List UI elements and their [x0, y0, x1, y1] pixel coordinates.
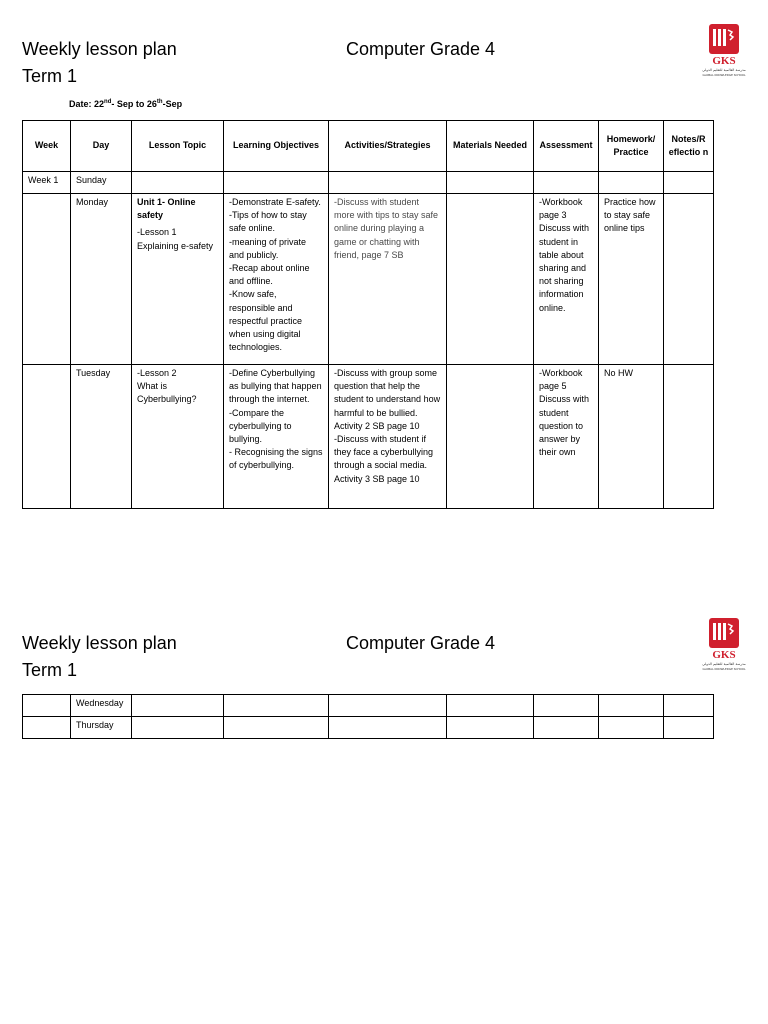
date-end-day: 26	[146, 99, 157, 109]
objective-line: -Tips of how to stay safe online.	[229, 210, 307, 234]
activities-cell	[329, 695, 447, 717]
materials-cell	[447, 194, 534, 365]
objective-line: -Recap about online and offline.	[229, 263, 310, 287]
term-label: Term 1	[22, 66, 78, 86]
topic-cell	[132, 172, 224, 194]
objective-line: -meaning of private and publicly.	[229, 236, 307, 260]
objective-line: -Compare the cyberbullying to bullying.	[229, 407, 292, 445]
topic-line: -Lesson 1	[137, 227, 177, 238]
assessment-line: -Workbook page 3	[539, 197, 583, 221]
table-row	[23, 717, 714, 739]
topic-line: Explaining e-safety	[137, 240, 214, 251]
objective-line: -Know safe, responsible and respectful practice when using digital technologies.	[229, 289, 303, 353]
plan-title-text: Weekly lesson plan	[22, 633, 177, 653]
notes-cell	[664, 695, 714, 717]
topic-cell	[132, 365, 224, 509]
week-cell	[23, 717, 71, 739]
header-notes: Notes/R eflectio n	[664, 121, 714, 172]
date-start-day: 22	[94, 99, 105, 109]
subject-title: Computer Grade 4	[346, 633, 496, 653]
activity-line: Activity 3 SB page 10	[334, 473, 420, 484]
table-row	[23, 365, 714, 509]
logo-arabic-text: مدرسة العالمية للتعليم الدولي	[702, 68, 746, 72]
objectives-cell	[224, 365, 329, 509]
topic-line: -Lesson 2	[137, 368, 177, 378]
subject-title: Computer Grade 4	[346, 39, 496, 59]
objective-line: -Define Cyberbullying as bullying that happen through the internet.	[229, 368, 322, 405]
topic-cell	[132, 194, 224, 365]
week-cell	[23, 695, 71, 717]
logo-text: GKS	[712, 55, 736, 67]
day-cell: Thursday	[71, 717, 132, 739]
day-cell: Sunday	[71, 172, 132, 194]
day-cell: Monday	[71, 194, 132, 365]
materials-cell	[447, 695, 534, 717]
date-end: -Sep	[162, 99, 183, 109]
objective-line: -Demonstrate E-safety.	[229, 197, 321, 207]
objective-line: - Recognising the signs of cyberbullying.	[229, 447, 323, 471]
homework-cell	[599, 717, 664, 739]
assessment-line: Discuss with student question to answer by their own	[539, 394, 590, 458]
week-cell	[23, 365, 71, 509]
header-day: Day	[71, 121, 132, 172]
activity-line: -Discuss with group some question that help the student to understand how harmful to be bullied. Activity 2 SB page 10	[334, 368, 441, 431]
table-row	[23, 695, 714, 717]
week-cell: Week 1	[23, 172, 71, 194]
header-materials: Materials Needed	[447, 121, 534, 172]
school-logo-icon	[700, 22, 746, 78]
term-label: Term 1	[22, 660, 78, 680]
table-header-row	[23, 121, 714, 172]
objectives-cell	[224, 695, 329, 717]
activities-cell	[329, 365, 447, 509]
assessment-cell	[534, 717, 599, 739]
unit-title: Unit 1- Online safety	[137, 197, 196, 221]
activities-cell	[329, 194, 447, 365]
date-end-suffix: th	[156, 99, 163, 105]
header-week: Week	[23, 121, 71, 172]
materials-cell	[447, 365, 534, 509]
logo-caption-text: GLOBAL KNOWLEDGE SCHOOL	[702, 73, 746, 77]
logo-text: GKS	[712, 649, 736, 661]
topic-line: What is Cyberbullying?	[137, 381, 197, 405]
date-start-suffix: nd	[104, 99, 112, 105]
lesson-plan-table-continued	[22, 694, 714, 739]
assessment-cell	[534, 365, 599, 509]
activity-line: -Discuss with student if they face a cyberbullying through a social media.	[334, 434, 434, 471]
notes-cell	[664, 717, 714, 739]
assessment-line: Discuss with student in table about sharing and not sharing information online.	[539, 223, 590, 313]
header-assessment: Assessment	[534, 121, 599, 172]
date-label: Date:	[69, 99, 92, 109]
header-learning-objectives: Learning Objectives	[224, 121, 329, 172]
header-homework: Homework/ Practice	[599, 121, 664, 172]
assessment-cell	[534, 695, 599, 717]
assessment-line: -Workbook page 5	[539, 368, 583, 392]
logo-arabic-text: مدرسة العالمية للتعليم الدولي	[702, 662, 746, 666]
materials-cell	[447, 172, 534, 194]
notes-cell	[664, 194, 714, 365]
day-cell: Tuesday	[71, 365, 132, 509]
table-row	[23, 172, 714, 194]
homework-cell	[599, 695, 664, 717]
homework-cell: No HW	[599, 365, 664, 509]
activities-cell	[329, 172, 447, 194]
notes-cell	[664, 172, 714, 194]
date-separator: - Sep to	[111, 99, 145, 109]
homework-cell	[599, 172, 664, 194]
objectives-cell	[224, 717, 329, 739]
plan-title	[22, 36, 177, 90]
logo-caption-text: GLOBAL KNOWLEDGE SCHOOL	[702, 667, 746, 671]
school-logo-icon	[700, 616, 746, 672]
topic-cell	[132, 695, 224, 717]
notes-cell	[664, 365, 714, 509]
homework-cell: Practice how to stay safe online tips	[599, 194, 664, 365]
header-activities: Activities/Strategies	[329, 121, 447, 172]
activities-cell	[329, 717, 447, 739]
materials-cell	[447, 717, 534, 739]
week-cell	[23, 194, 71, 365]
activity-line: -Discuss with student more with tips to stay safe online during playing a game or chatting with friend, page 7 SB	[334, 197, 439, 260]
objectives-cell	[224, 172, 329, 194]
assessment-cell	[534, 172, 599, 194]
assessment-cell	[534, 194, 599, 365]
plan-title	[22, 630, 177, 684]
plan-title-text: Weekly lesson plan	[22, 39, 177, 59]
objectives-cell	[224, 194, 329, 365]
table-row	[23, 194, 714, 365]
header-lesson-topic: Lesson Topic	[132, 121, 224, 172]
topic-cell	[132, 717, 224, 739]
day-cell: Wednesday	[71, 695, 132, 717]
date-range	[69, 99, 182, 109]
lesson-plan-table	[22, 120, 714, 509]
